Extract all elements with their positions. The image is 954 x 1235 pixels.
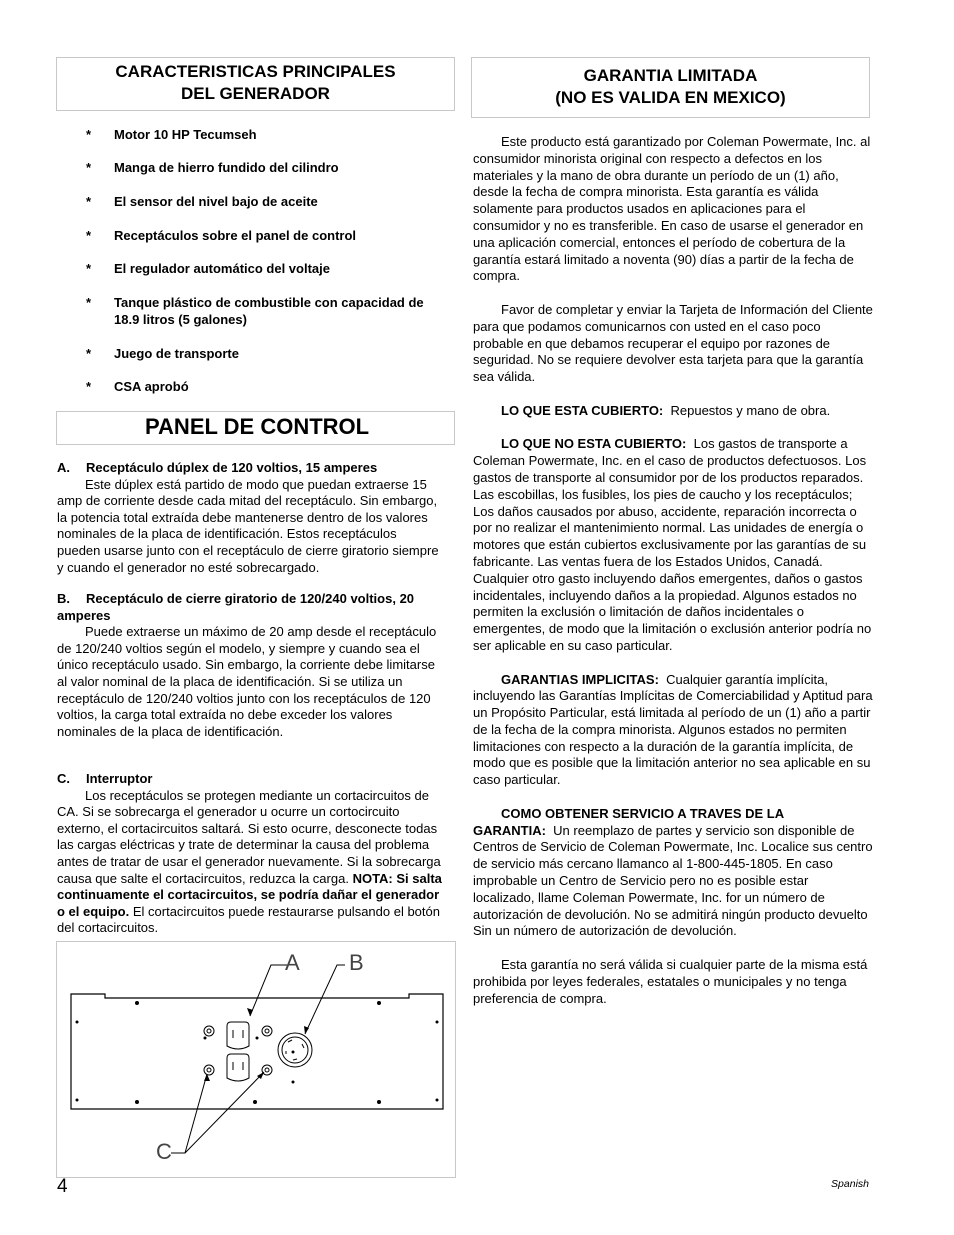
section-letter: A. [57, 460, 70, 475]
duplex-receptacle [227, 1022, 249, 1081]
section-note: NOTA: Si salta continuamente el cortacircuitos, se podría dañar el generador o el equipo. [57, 870, 442, 919]
bullet-mark: * [86, 379, 92, 394]
bullet-mark: * [86, 261, 92, 276]
panel-outline [71, 994, 443, 1109]
not-covered-label: LO QUE NO ESTA CUBIERTO: [501, 436, 687, 452]
bullet-mark: * [86, 295, 92, 310]
bullet-mark: * [86, 160, 92, 175]
section-a [57, 460, 442, 576]
label-b: B [349, 950, 364, 975]
section-c [57, 771, 449, 937]
section-title: Receptáculo dúplex de 120 voltios, 15 amperes [86, 460, 378, 475]
section-letter: C. [57, 771, 70, 786]
control-panel-drawing [57, 942, 455, 1177]
implied-text: Cualquier garantía implícita, incluyendo las Garantías Implícitas de Comerciabilidad y Aptitud para un Propósito Particular, está limitada al período de un (1) año a partir de la fecha de la compra minorista. Algunos estados no permiten limitaciones con respecto a la duración de la garantía implícita, de modo que es posible que la limitación anterior no sea aplicable en su caso particular. [473, 671, 873, 788]
panel-heading-box [56, 411, 455, 445]
covered-label: LO QUE ESTA CUBIERTO: [501, 402, 664, 418]
footer-language: Spanish [831, 1178, 869, 1190]
warranty-heading-line1: GARANTIA LIMITADA [583, 66, 758, 85]
bullet-mark: * [86, 194, 92, 209]
page-number: 4 [57, 1176, 68, 1197]
section-after-note: El cortacircuitos puede restaurarse pulsando el botón del cortacircuitos. [57, 903, 440, 936]
service-text: Un reemplazo de partes y servicio son disponible de Centros de Servicio de Coleman Powermate, Inc. Localice sus centro de servicio más cercano llamanco al 1-800-445-1805. En caso improbable un Centro de Servicio pero no es posible estar localizado, llame Coleman Powermate, Inc. for un número de autorización de devolución. No se admitirá ningún producto devuelto Sin un número de autorización de devolución. [473, 822, 873, 939]
section-title: Interruptor [86, 771, 153, 786]
section-body: Este dúplex está partido de modo que puedan extraerse 15 amp de corriente desde cada mitad del receptáculo. Sin embargo, la potencia total extraída debe mantenerse dentro de los valores nominales de la placa de identificación. Estos receptáculos pueden usarse junto con el receptáculo de cierre giratorio siempre y cuando el generador no esté sobrecargado. [57, 476, 439, 575]
features-heading: CARACTERISTICAS PRINCIPALES DEL GENERADOR [115, 62, 396, 103]
features-heading-box [56, 57, 455, 111]
arrowheads [204, 1008, 309, 1081]
warranty-final: Esta garantía no será válida si cualquier parte de la misma está prohibida por leyes federales, estatales o municipales y no tenga preferencia de compra. [473, 957, 868, 1006]
warranty-heading-line2: (NO ES VALIDA EN MEXICO) [555, 88, 786, 107]
twist-lock-receptacle [278, 1033, 312, 1067]
warranty-paragraph: Este producto está garantizado por Coleman Powermate, Inc. al consumidor minorista original con respecto a defectos en los materiales y la mano de obra durante un período de un (1) año, desde la fecha de compra minorista. Esta garantía es válida solamente para productos usados en aplicaciones para el consumidor y no es transferible. En caso de usarse el generador en una aplicación comercial, entonces el período de cobertura de la garantía estará limitado a noventa (90) días a partir de la fecha de compra. [473, 134, 871, 284]
label-c: C [156, 1139, 172, 1164]
not-covered-text: Los gastos de transporte a Coleman Powermate, Inc. en el caso de productos defectuosos. Los gastos de transporte al consumidor por de los productos reparados. Las escobillas, los fusibles, los pies de caucho y los receptáculos; Los daños causados por abuso, accidente, reparación incorrecta o por no realizar el mantenimiento normal. Las unidades de energía o motores que están cubiertos exclusivamente por las garantías de su fabricante. Las ventas fuera de los Estados Unidos, Canadá. Cualquier otro gasto incluyendo daños emergentes, daños o gastos incidentales, incluyendo daños a la propiedad. Algunos estados no permiten la exclusión o limitación de daños incidentales o emergentes, de modo que la limitación o exclusión anterior podría no ser aplicable en su caso particular. [473, 436, 872, 653]
warranty-body [473, 134, 873, 1024]
leader-lines [171, 965, 345, 1153]
bullet-mark: * [86, 127, 92, 142]
implied-label: GARANTIAS IMPLICITAS: [501, 671, 659, 687]
service-label: COMO OBTENER SERVICIO A TRAVES DE LA GARANTIA: [473, 805, 784, 838]
section-title: Receptáculo de cierre giratorio de 120/240 voltios, 20 amperes [57, 591, 415, 623]
section-body: Los receptáculos se protegen mediante un cortacircuitos de CA. Si se sobrecarga el generador u ocurre un cortocircuito externo, el cortacircuitos saltará. Si esto ocurre, desconecte todas las cargas eléctricas y trate de determinar la causa del problema antes de tratar de usar el generador nuevamente. Si la sobrecarga causa que salte el cortacircuitos, reduzca la carga. [57, 787, 441, 886]
panel-heading: PANEL DE CONTROL [145, 414, 370, 439]
section-letter: B. [57, 591, 70, 606]
covered-text: Repuestos y mano de obra. [670, 402, 831, 418]
label-a: A [285, 950, 300, 975]
warranty-heading-box [471, 57, 870, 118]
panel-screws [76, 1001, 439, 1104]
bullet-mark: * [86, 346, 92, 361]
circuit-breakers [204, 1026, 272, 1075]
bullet-mark: * [86, 228, 92, 243]
control-panel-figure [56, 941, 456, 1178]
warranty-paragraph: Favor de completar y enviar la Tarjeta de Información del Cliente para que podamos comunicarnos con usted en el caso poco probable en que debamos recuperar el equipo por razones de seguridad. No se requiere devolver esta tarjeta para que la garantía sea válida. [473, 301, 873, 385]
section-b [57, 591, 442, 740]
section-body: Puede extraerse un máximo de 20 amp desde el receptáculo de 120/240 voltios según el modelo, y siempre y cuando sea el único receptáculo usado. Sin embargo, la corriente debe limitarse al valor nominal de la placa de identificación. Si se utiliza un receptáculo de 120/240 voltios junto con los receptáculos de 120 voltios, la carga total extraída no debe exceder los valores nominales de la placa de identificación. [57, 624, 437, 739]
